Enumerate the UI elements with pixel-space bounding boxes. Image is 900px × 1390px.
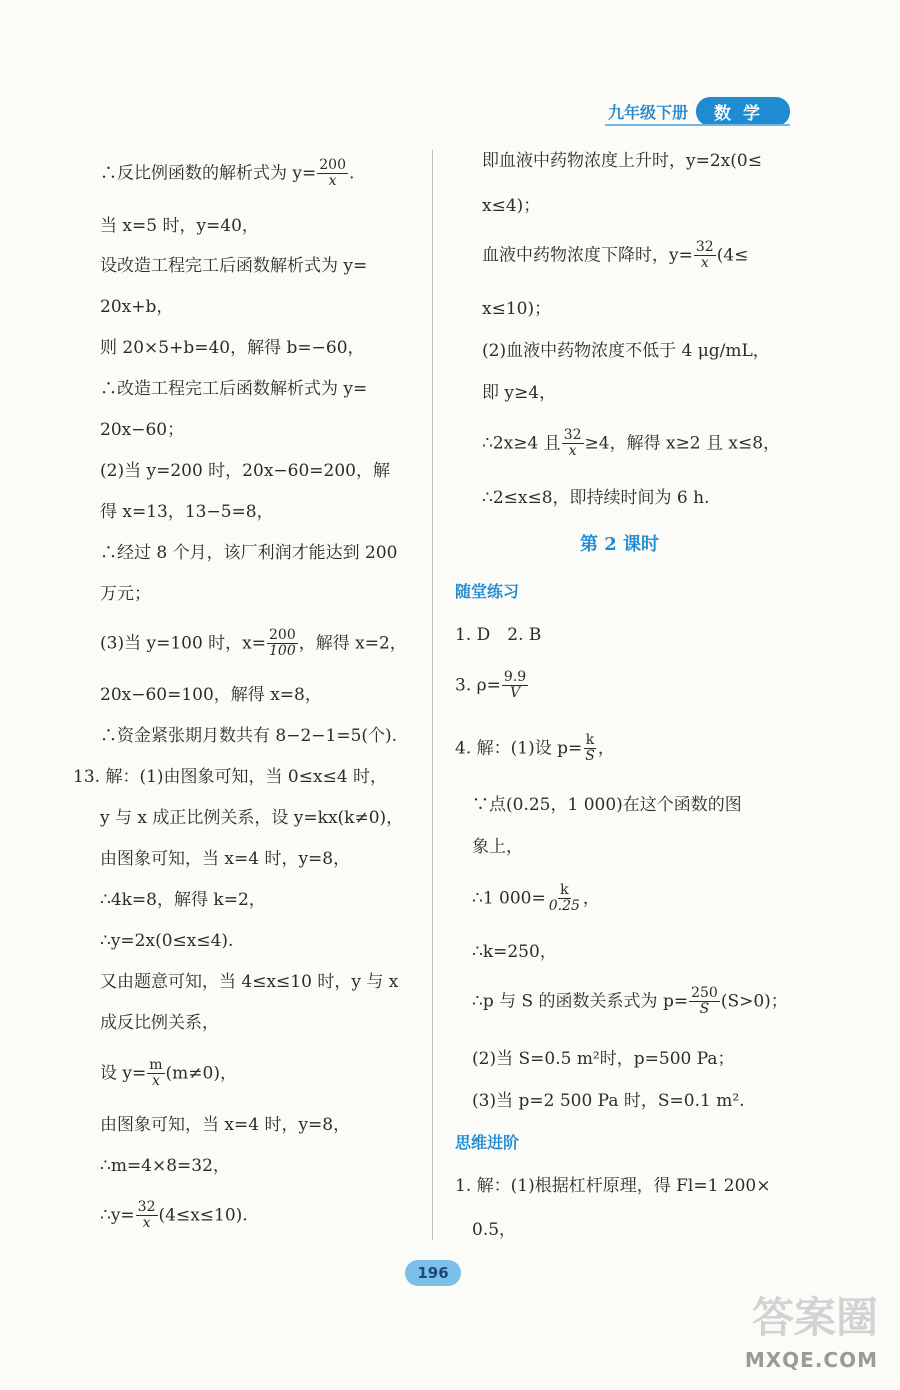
text-line: x≤10)；	[482, 299, 552, 319]
fraction: $\frac{32}{x}$	[695, 239, 714, 272]
fraction: $\frac{32}{x}$	[563, 427, 582, 460]
text-line: ∴2≤x≤8，即持续时间为 6 h.	[482, 488, 710, 508]
text-line: 当 x=5 时，y=40，	[100, 216, 259, 236]
text-line: 0.5，	[472, 1220, 517, 1240]
text-line: ∴y= $\frac{32}{x}$ (4≤x≤10).	[100, 1199, 248, 1232]
fraction: $\frac{k}{0.25}$	[548, 882, 580, 915]
text-line: (2)当 S=0.5 m²时，p=500 Pa；	[472, 1049, 735, 1069]
text-line: 由图象可知，当 x=4 时，y=8，	[100, 1115, 351, 1135]
text-line: 1. 解：(1)根据杠杆原理，得 Fl=1 200×	[455, 1176, 771, 1196]
fraction: $\frac{m}{x}$	[149, 1057, 163, 1090]
text-line: ∴2x≥4 且 $\frac{32}{x}$ ≥4，解得 x≥2 且 x≤8，	[482, 427, 781, 460]
text-line: (2)血液中药物浓度不低于 4 μg/mL，	[482, 341, 770, 361]
page-header	[608, 97, 790, 126]
watermark-site: MXQE.COM	[744, 1348, 878, 1372]
grade-label: 九年级下册	[607, 103, 688, 122]
text-line: 即 y≥4，	[482, 383, 557, 403]
text-line: 3. ρ= $\frac{9.9}{V}$	[455, 669, 527, 702]
header-rule	[605, 124, 790, 126]
text-line: y 与 x 成正比例关系，设 y=kx(k≠0)，	[100, 808, 404, 828]
text-line: 20x+b，	[100, 297, 174, 317]
section-title: 第 2 课时	[580, 534, 660, 555]
text-line: 象上，	[472, 837, 523, 857]
text-line: 设改造工程完工后函数解析式为 y=	[100, 256, 368, 276]
text-line: 血液中药物浓度下降时，y= $\frac{32}{x}$ (4≤	[482, 239, 749, 272]
text-line: 设 y= $\frac{m}{x}$ (m≠0)，	[100, 1057, 237, 1090]
text-line: 即血液中药物浓度上升时，y=2x(0≤	[482, 151, 762, 171]
text-line: 则 20×5+b=40，解得 b=−60，	[100, 338, 365, 358]
text-line: 1. D 2. B	[455, 625, 542, 645]
subject-badge: 数学	[696, 97, 790, 126]
text-line: (2)当 y=200 时，20x−60=200，解	[100, 461, 390, 481]
text-line: x≤4)；	[482, 196, 541, 216]
text-line: ∴反比例函数的解析式为 y= $\frac{200}{x}$ .	[100, 157, 355, 190]
text-line: ∵点(0.25，1 000)在这个函数的图	[472, 795, 742, 815]
text-line: 得 x=13，13−5=8，	[100, 502, 274, 522]
subsection-title: 随堂练习	[455, 582, 520, 601]
page-number: 196	[405, 1260, 461, 1286]
text-line: ∴k=250，	[472, 942, 557, 962]
text-line: 20x−60；	[100, 420, 185, 440]
fraction: $\frac{k}{S}$	[585, 732, 595, 765]
fraction: $\frac{9.9}{V}$	[503, 669, 527, 702]
text-line: ∴m=4×8=32，	[100, 1156, 230, 1176]
text-line: 20x−60=100，解得 x=8，	[100, 685, 322, 705]
fraction: $\frac{200}{100}$	[269, 627, 296, 660]
fraction: $\frac{250}{S}$	[691, 985, 718, 1018]
text-line: ∴1 000= $\frac{k}{0.25}$ ，	[472, 882, 600, 915]
text-line: ∴p 与 S 的函数关系式为 p= $\frac{250}{S}$ (S>0)；	[472, 985, 788, 1018]
subsection-title: 思维进阶	[455, 1133, 520, 1152]
text-line: ∴改造工程完工后函数解析式为 y=	[100, 379, 368, 399]
fraction: $\frac{32}{x}$	[137, 1199, 156, 1232]
fraction: $\frac{200}{x}$	[319, 157, 346, 190]
text-line: 由图象可知，当 x=4 时，y=8，	[100, 849, 351, 869]
text-line: 4. 解：(1)设 p= $\frac{k}{S}$ ，	[455, 732, 615, 765]
text-line: 成反比例关系，	[100, 1013, 219, 1033]
text-line: 万元；	[100, 584, 151, 604]
watermark-logo: 答案圈	[751, 1293, 878, 1342]
text-line: (3)当 p=2 500 Pa 时，S=0.1 m².	[472, 1091, 745, 1111]
text-line: ∴4k=8，解得 k=2，	[100, 890, 266, 910]
text-line: ∴资金紧张期月数共有 8−2−1=5(个).	[100, 726, 398, 746]
text-line: ∴经过 8 个月，该厂利润才能达到 200	[100, 543, 398, 563]
text-line: 13. 解：(1)由图象可知，当 0≤x≤4 时，	[73, 767, 388, 787]
column-divider	[432, 150, 433, 1240]
text-line: (3)当 y=100 时，x= $\frac{200}{100}$ ，解得 x=2，	[100, 627, 407, 660]
text-line: 又由题意可知，当 4≤x≤10 时，y 与 x	[100, 972, 399, 992]
text-line: ∴y=2x(0≤x≤4).	[100, 931, 234, 951]
